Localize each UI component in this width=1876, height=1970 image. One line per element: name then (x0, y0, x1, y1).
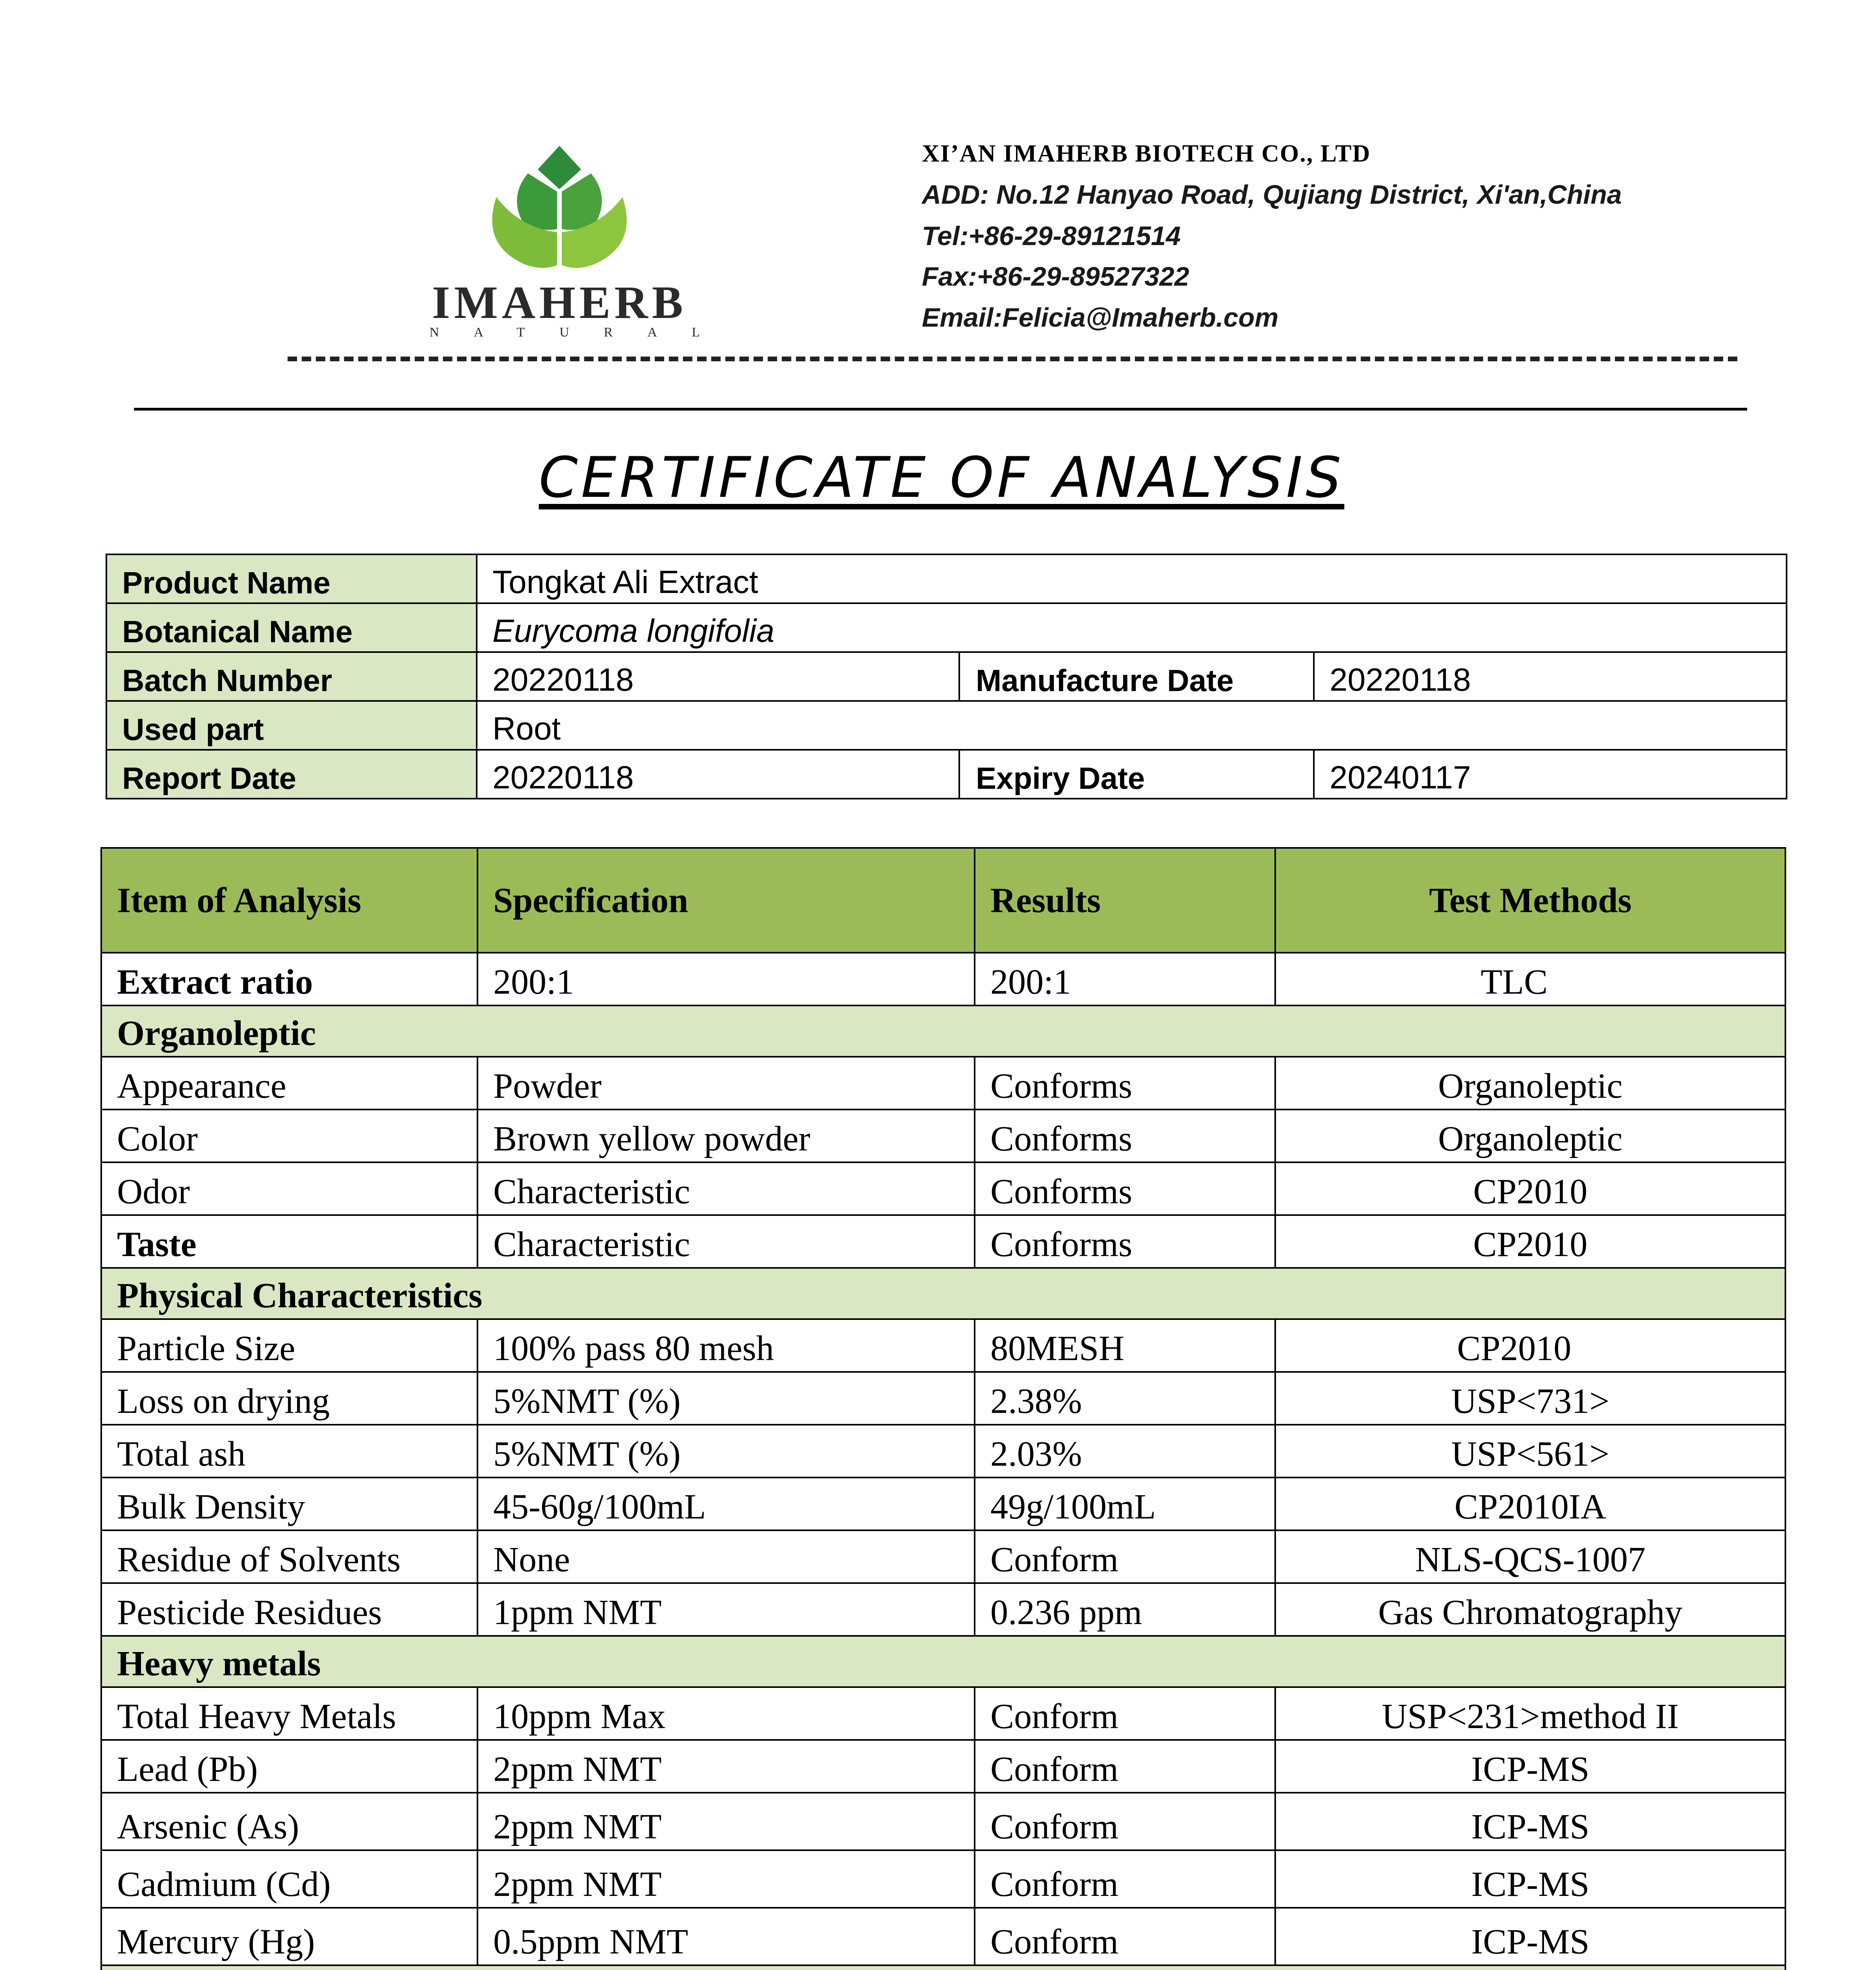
header-spec: Specification (477, 848, 975, 953)
table-row (101, 1057, 1785, 1110)
row-item: Odor (101, 1162, 477, 1215)
product-name-value: Tongkat Ali Extract (477, 554, 1787, 603)
row-item: Total Heavy Metals (101, 1687, 477, 1740)
row-method: Gas Chromatography (1275, 1583, 1785, 1636)
table-row (101, 1372, 1785, 1425)
row-spec: 100% pass 80 mesh (477, 1319, 975, 1372)
row-result: 0.236 ppm (975, 1583, 1275, 1636)
used-part-row (106, 701, 1787, 750)
product-name-row (106, 554, 1787, 603)
table-row (101, 1740, 1785, 1793)
used-part-value: Root (477, 701, 1787, 750)
header-results: Results (975, 848, 1275, 953)
botanical-name-value: Eurycoma longifolia (477, 603, 1787, 652)
row-item: Pesticide Residues (101, 1583, 477, 1636)
row-item: Total ash (101, 1425, 477, 1478)
table-row (101, 1110, 1785, 1162)
product-info-table (106, 554, 1787, 799)
company-fax: Fax:+86-29-89527322 (922, 262, 1189, 292)
row-spec: 2ppm NMT (477, 1850, 975, 1908)
row-spec: 1ppm NMT (477, 1583, 975, 1636)
manufacture-date-value: 20220118 (1314, 652, 1787, 701)
row-method: ICP-MS (1275, 1740, 1785, 1793)
botanical-name-row (106, 603, 1787, 652)
row-result: Conform (975, 1850, 1275, 1908)
row-spec: 2ppm NMT (477, 1793, 975, 1850)
row-result: Conform (975, 1530, 1275, 1583)
table-row (101, 1319, 1785, 1372)
section-organoleptic: Organoleptic (101, 1005, 1785, 1057)
row-result: 49g/100mL (975, 1478, 1275, 1530)
section-heavy-metals: Heavy metals (101, 1636, 1785, 1687)
row-spec: 10ppm Max (477, 1687, 975, 1740)
used-part-label: Used part (106, 701, 477, 750)
row-method: CP2010 (1275, 1162, 1785, 1215)
dashed-divider (288, 357, 1737, 361)
row-result: Conform (975, 1793, 1275, 1850)
row-method: NLS-QCS-1007 (1275, 1530, 1785, 1583)
company-email: Email:Felicia@Imaherb.com (922, 303, 1279, 333)
row-method: CP2010 (1275, 1215, 1785, 1268)
row-spec: None (477, 1530, 975, 1583)
row-item: Mercury (Hg) (101, 1908, 477, 1965)
row-result: Conforms (975, 1057, 1275, 1110)
header-methods: Test Methods (1275, 848, 1785, 953)
row-result: 2.38% (975, 1372, 1275, 1425)
batch-number-value: 20220118 (477, 652, 959, 701)
company-address: ADD: No.12 Hanyao Road, Qujiang District, Xi'an,China (922, 180, 1622, 210)
row-method: CP2010 (1275, 1319, 1785, 1372)
row-item: Appearance (101, 1057, 477, 1110)
row-item: Arsenic (As) (101, 1793, 477, 1850)
row-spec: 5%NMT (%) (477, 1372, 975, 1425)
table-row (101, 1583, 1785, 1636)
report-date-value: 20220118 (477, 750, 959, 799)
row-result: Conform (975, 1687, 1275, 1740)
row-item: Loss on drying (101, 1372, 477, 1425)
analysis-header-row (101, 848, 1785, 953)
table-row (101, 1530, 1785, 1583)
row-item: Taste (101, 1215, 477, 1268)
row-item: Particle Size (101, 1319, 477, 1372)
row-result: 2.03% (975, 1425, 1275, 1478)
row-spec: Brown yellow powder (477, 1110, 975, 1162)
table-row (101, 1162, 1785, 1215)
row-spec: Characteristic (477, 1215, 975, 1268)
header-rule (134, 408, 1747, 411)
batch-row (106, 652, 1787, 701)
company-name: XI’AN IMAHERB BIOTECH CO., LTD (922, 140, 1371, 167)
row-result: 80MESH (975, 1319, 1275, 1372)
logo-subtext: NATURAL (429, 325, 735, 340)
section-row (101, 1005, 1785, 1057)
header-item: Item of Analysis (101, 848, 477, 953)
row-method: ICP-MS (1275, 1793, 1785, 1850)
botanical-name-label: Botanical Name (106, 603, 477, 652)
row-item: Bulk Density (101, 1478, 477, 1530)
analysis-table (100, 847, 1786, 1970)
table-row (101, 1908, 1785, 1965)
report-date-label: Report Date (106, 750, 477, 799)
logo-wordmark: IMAHERB (432, 277, 687, 328)
row-result: Conform (975, 1908, 1275, 1965)
document-title: CERTIFICATE OF ANALYSIS (539, 445, 1345, 510)
row-method: USP<231>method II (1275, 1687, 1785, 1740)
row-method: CP2010IA (1275, 1478, 1785, 1530)
table-row (101, 1687, 1785, 1740)
section-row (101, 1268, 1785, 1319)
row-item: Cadmium (Cd) (101, 1850, 477, 1908)
row-spec: 2ppm NMT (477, 1740, 975, 1793)
row-item: Residue of Solvents (101, 1530, 477, 1583)
row-spec: 200:1 (477, 953, 975, 1005)
row-spec: 45-60g/100mL (477, 1478, 975, 1530)
row-result: Conforms (975, 1215, 1275, 1268)
row-method: Organoleptic (1275, 1110, 1785, 1162)
section-row (101, 1965, 1785, 1970)
row-method: USP<731> (1275, 1372, 1785, 1425)
expiry-date-value: 20240117 (1314, 750, 1787, 799)
table-row (101, 1425, 1785, 1478)
row-item: Extract ratio (101, 953, 477, 1005)
table-row (101, 1850, 1785, 1908)
row-result: 200:1 (975, 953, 1275, 1005)
table-row (101, 1215, 1785, 1268)
section-microbiological (101, 1965, 1785, 1970)
row-spec: Powder (477, 1057, 975, 1110)
row-method: Organoleptic (1275, 1057, 1785, 1110)
expiry-date-label: Expiry Date (959, 750, 1314, 799)
section-physical: Physical Characteristics (101, 1268, 1785, 1319)
table-row (101, 953, 1785, 1005)
row-item: Color (101, 1110, 477, 1162)
row-method: TLC (1275, 953, 1785, 1005)
row-spec: 5%NMT (%) (477, 1425, 975, 1478)
row-spec: 0.5ppm NMT (477, 1908, 975, 1965)
table-row (101, 1793, 1785, 1850)
manufacture-date-label: Manufacture Date (959, 652, 1314, 701)
section-row (101, 1636, 1785, 1687)
table-row (101, 1478, 1785, 1530)
row-result: Conforms (975, 1162, 1275, 1215)
row-result: Conform (975, 1740, 1275, 1793)
company-tel: Tel:+86-29-89121514 (922, 221, 1181, 251)
row-result: Conforms (975, 1110, 1275, 1162)
row-spec: Characteristic (477, 1162, 975, 1215)
report-date-row (106, 750, 1787, 799)
row-item: Lead (Pb) (101, 1740, 477, 1793)
row-method: USP<561> (1275, 1425, 1785, 1478)
product-name-label: Product Name (106, 554, 477, 603)
batch-number-label: Batch Number (106, 652, 477, 701)
row-method: ICP-MS (1275, 1850, 1785, 1908)
row-method: ICP-MS (1275, 1908, 1785, 1965)
